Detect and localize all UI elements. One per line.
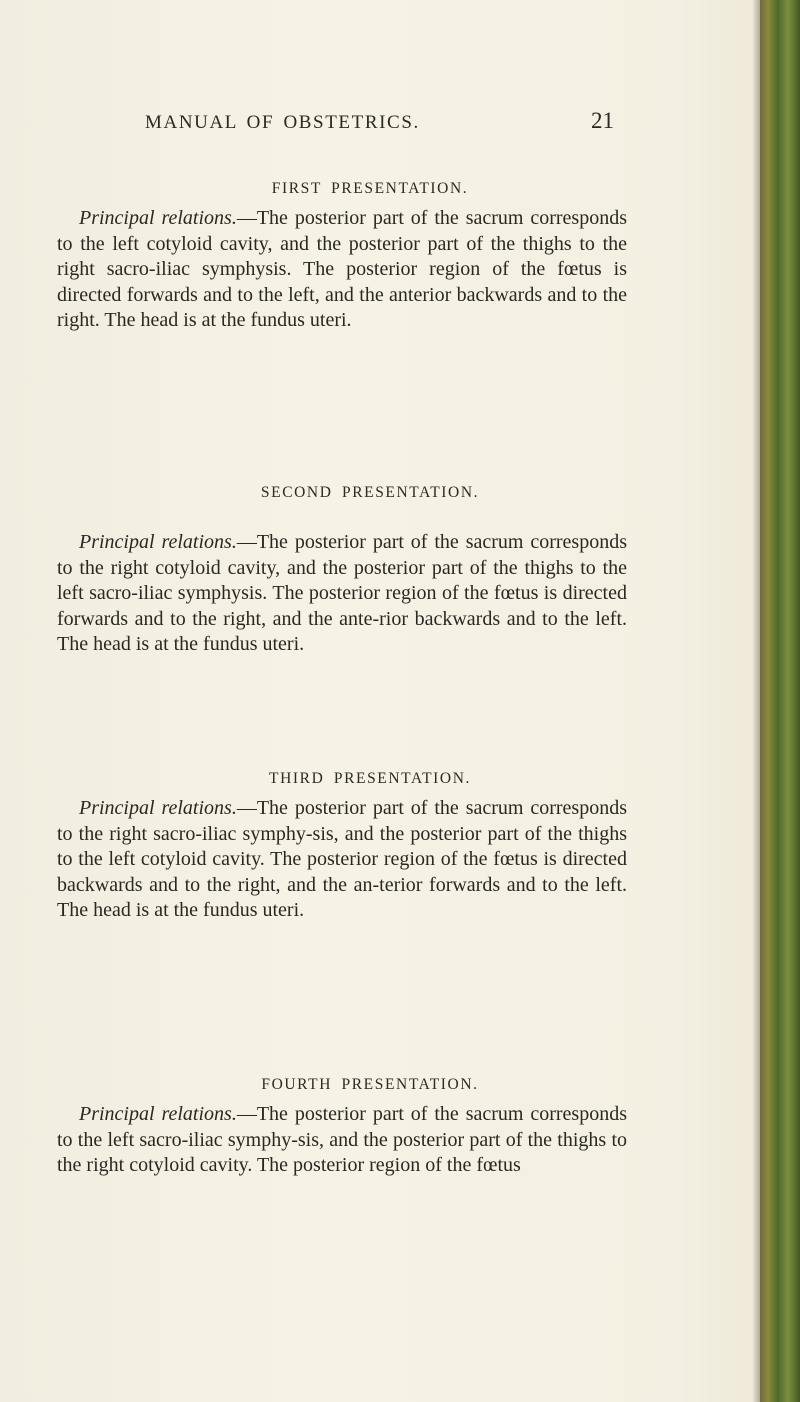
page-number: 21	[591, 108, 614, 133]
section-paragraph-fourth	[57, 1102, 627, 1179]
section-paragraph-third	[57, 796, 627, 924]
section-paragraph-second	[57, 530, 627, 658]
book-spine	[760, 0, 800, 1402]
page-gutter-shadow	[752, 0, 760, 1402]
section-heading-first: FIRST PRESENTATION.	[271, 180, 469, 197]
running-title: MANUAL OF OBSTETRICS.	[145, 112, 420, 133]
paragraph-lead: Principal relations.	[79, 1103, 237, 1125]
paragraph-text: —The posterior part of the sacrum corresponds to the right sacro-iliac symphy-sis, and the posterior part of the thighs to the left cotyloid cavity. The posterior region of the fœtus is directed backwards and to the right, and the an-terior forwards and to the left. The head is at the fundus uteri.	[57, 797, 627, 921]
section-heading-third: THIRD PRESENTATION.	[269, 770, 471, 787]
paragraph-text: —The posterior part of the sacrum corresponds to the left cotyloid cavity, and the posterior part of the thighs to the right sacro-iliac symphysis. The posterior region of the fœtus is directed forwards and to the left, and the anterior backwards and to the right. The head is at the fundus uteri.	[57, 207, 627, 331]
section-heading-fourth: FOURTH PRESENTATION.	[261, 1076, 479, 1093]
running-head	[0, 108, 740, 142]
section-paragraph-first	[57, 206, 627, 334]
paragraph-lead: Principal relations.	[79, 207, 237, 229]
paragraph-text: —The posterior part of the sacrum corresponds to the right cotyloid cavity, and the posterior part of the thighs to the left sacro-iliac symphysis. The posterior region of the fœtus is directed forwards and to the right, and the ante-rior backwards and to the left. The head is at the fundus uteri.	[57, 531, 627, 655]
paragraph-lead: Principal relations.	[79, 797, 237, 819]
section-heading-second: SECOND PRESENTATION.	[260, 484, 480, 501]
paragraph-lead: Principal relations.	[79, 531, 237, 553]
paragraph-text: —The posterior part of the sacrum corresponds to the left sacro-iliac symphy-sis, and the posterior part of the thighs to the right cotyloid cavity. The posterior region of the fœtus	[57, 1103, 627, 1176]
